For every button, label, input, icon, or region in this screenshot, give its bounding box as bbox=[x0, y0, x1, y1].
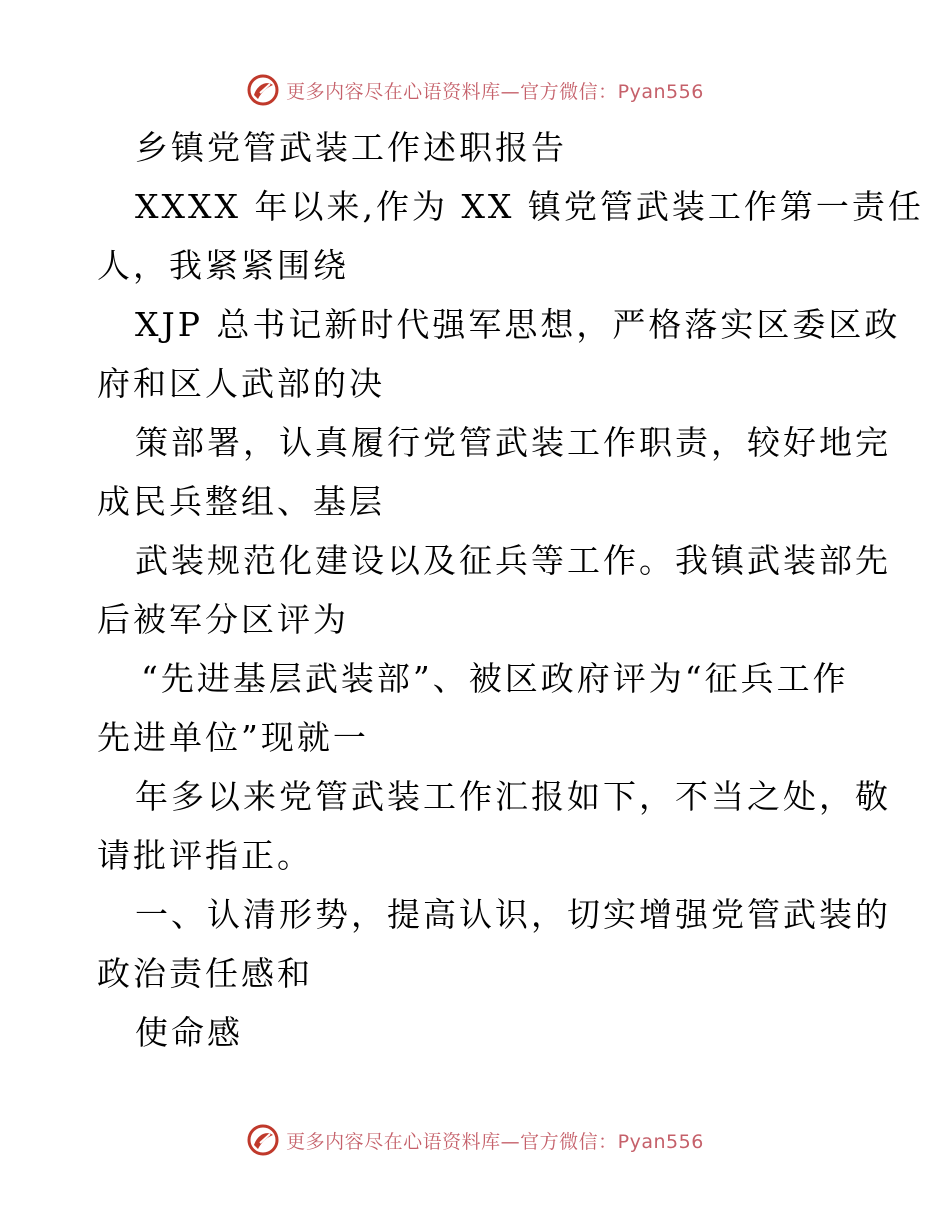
paragraph-line: 先进单位”现就一 bbox=[97, 718, 369, 757]
paragraph-line: 成民兵整组、基层 bbox=[97, 482, 385, 521]
logo-icon bbox=[246, 1123, 280, 1157]
document-title: 乡镇党管武装工作述职报告 bbox=[135, 128, 567, 167]
section-heading: 使命感 bbox=[135, 1013, 243, 1052]
header-watermark bbox=[0, 70, 950, 110]
paragraph-line: “先进基层武装部”、被区政府评为“征兵工作 bbox=[141, 659, 849, 698]
paragraph-line: XJP 总书记新时代强军思想，严格落实区委区政 bbox=[135, 305, 901, 344]
paragraph-line: 后被军分区评为 bbox=[97, 600, 349, 639]
section-heading: 政治责任感和 bbox=[97, 954, 313, 993]
footer-watermark-text: 更多内容尽在心语资料库—官方微信：Pyan556 bbox=[286, 1130, 704, 1153]
paragraph-line: 人，我紧紧围绕 bbox=[97, 246, 349, 285]
logo-icon bbox=[246, 73, 280, 107]
header-watermark-text: 更多内容尽在心语资料库—官方微信：Pyan556 bbox=[286, 80, 704, 103]
paragraph-line: 府和区人武部的决 bbox=[97, 364, 385, 403]
paragraph-line: 请批评指正。 bbox=[97, 836, 313, 875]
paragraph-line: 年多以来党管武装工作汇报如下，不当之处，敬 bbox=[135, 777, 891, 816]
document-body bbox=[97, 118, 924, 1062]
section-heading: 一、认清形势，提高认识，切实增强党管武装的 bbox=[135, 895, 891, 934]
paragraph-line: 策部署，认真履行党管武装工作职责，较好地完 bbox=[135, 423, 891, 462]
footer-watermark bbox=[0, 1120, 950, 1160]
paragraph-line: 武装规范化建设以及征兵等工作。我镇武装部先 bbox=[135, 541, 891, 580]
paragraph-line: XXXX 年以来,作为 XX 镇党管武装工作第一责任 bbox=[135, 187, 924, 226]
